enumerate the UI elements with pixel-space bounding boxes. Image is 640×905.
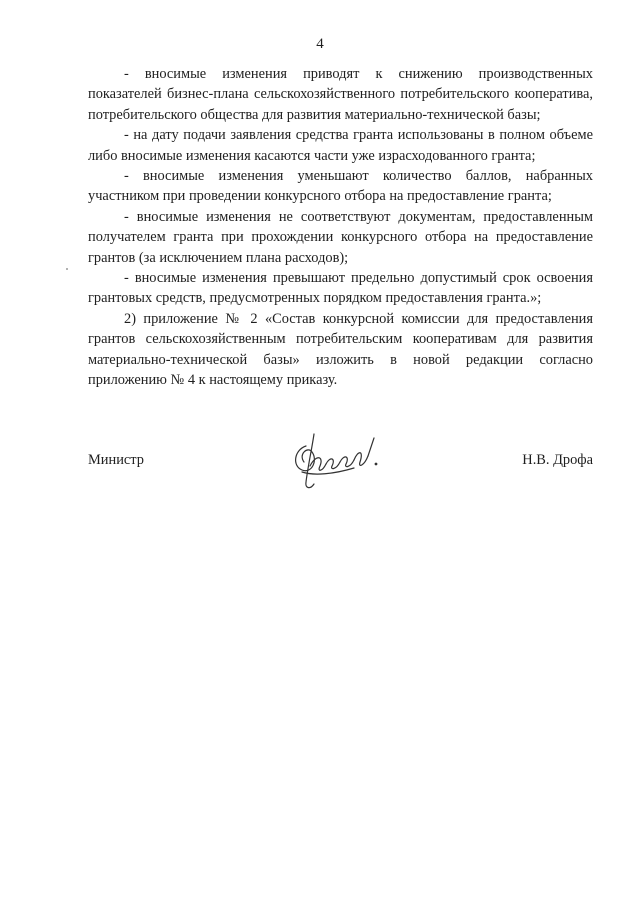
- page-number: 4: [316, 36, 324, 52]
- paragraph-appendix-2: 2) приложение № 2 «Состав конкурсной комиссии для предоставления грантов сельскохозяйственным потребительским кооперативам для развития материально-технической базы» изложить в новой редакции согласно приложению № 4 к настоящему приказу.: [88, 310, 593, 389]
- paragraph-score-reduction: - вносимые изменения уменьшают количество баллов, набранных участником при проведении конкурсного отбора на предоставление гранта;: [88, 168, 593, 205]
- paragraph-production-indicators: - вносимые изменения приводят к снижению производственных показателей бизнес-плана сельскохозяйственного потребительского кооператива, потребительского общества для развития материально-технической базы;: [88, 66, 593, 123]
- signatory-name: Н.В. Дрофа: [522, 452, 593, 468]
- scan-speck: [66, 268, 68, 270]
- handwritten-signature: [284, 426, 379, 496]
- paragraph-deadline-exceeded: - вносимые изменения превышают предельно допустимый срок освоения грантовых средств, предусмотренных порядком предоставления гранта.»;: [88, 270, 593, 307]
- signatory-title: Министр: [88, 452, 144, 468]
- document-body: [88, 64, 593, 391]
- paragraph-grant-used: - на дату подачи заявления средства гранта использованы в полном объеме либо вносимые изменения касаются части уже израсходованного гранта;: [88, 127, 593, 164]
- signature-block: [88, 440, 593, 500]
- paragraph-documents-mismatch: - вносимые изменения не соответствуют документам, предоставленным получателем гранта при прохождении конкурсного отбора на предоставление грантов (за исключением плана расходов);: [88, 208, 593, 266]
